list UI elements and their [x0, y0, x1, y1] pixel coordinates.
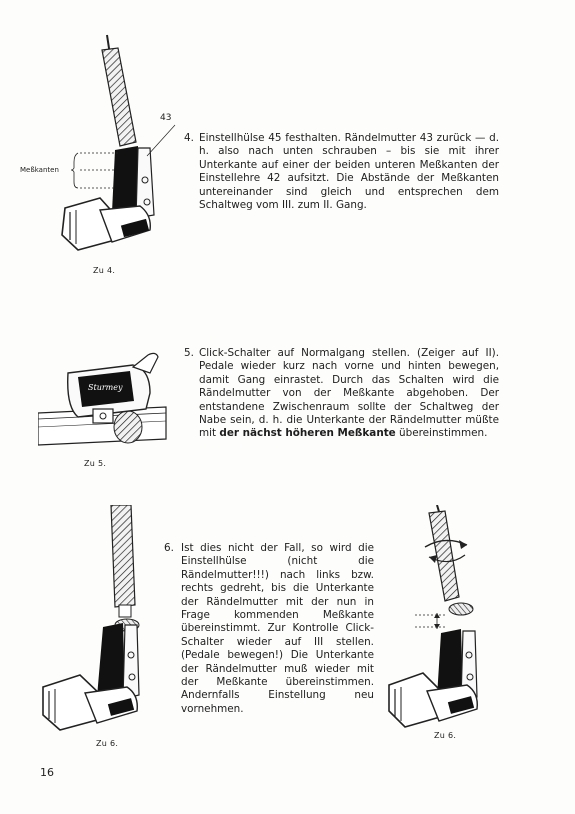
figure-6-right-hub-gauge	[385, 505, 505, 730]
caption-zu-6-left: Zu 6.	[96, 739, 119, 748]
section-5-bold: der nächst höheren Meßkante	[219, 427, 396, 440]
section-5-text-b: übereinstimmen.	[399, 427, 488, 440]
section-5-number: 5.	[184, 347, 194, 359]
figure-6-left-hub-gauge	[35, 505, 165, 735]
callout-43: 43	[160, 113, 172, 123]
label-messkanten: Meßkanten	[20, 166, 59, 174]
caption-zu-6-right: Zu 6.	[434, 731, 457, 740]
svg-text:Sturmey: Sturmey	[88, 383, 123, 392]
caption-zu-5: Zu 5.	[84, 459, 107, 468]
section-6-text: Ist dies nicht der Fall, so wird die Einstellhülse (nicht die Rändelmutter!!!) nach links bzw. rechts gedreht, bis die Unterkante der Rändelmutter mit der nun in Frage kommenden Meßkante übereinstimmt. Zur Kontrolle Click-Schalter wieder auf III stellen. (Pedale bewegen!) Die Unterkante der Rändelmutter muß wieder mit der Meßkante übereinstimmen. Andernfalls Einstellung neu vornehmen.	[181, 542, 374, 715]
section-4-text: Einstellhülse 45 festhalten. Rändelmutter 43 zurück — d. h. also nach unten schrauben – bis sie mit ihrer Unterkante auf einer der beiden unteren Meßkanten der Einstellehre 42 aufsitzt. Die Abstände der Meßkanten untereinander sind gleich und entsprechen dem Schaltweg vom III. zum II. Gang.	[199, 132, 499, 212]
section-5-text-a: Click-Schalter auf Normalgang stellen. (Zeiger auf II). Pedale wieder kurz nach vorne und hinten bewegen, damit Gang einrastet. Durch das Schalten wird die Rändelmutter von der Meßkante abgehoben. Der entstandene Zwischenraum sollte der Schaltweg der Nabe sein, d. h. die Unterkante der Rändelmutter müßte mit	[199, 347, 499, 440]
section-5-text	[199, 347, 499, 441]
page-number: 16	[40, 766, 54, 779]
section-4-number: 4.	[184, 132, 194, 144]
section-6-number: 6.	[164, 542, 174, 554]
caption-zu-4: Zu 4.	[93, 266, 116, 275]
figure-4-hub-gauge	[40, 30, 200, 260]
figure-5-click-shifter	[38, 345, 168, 455]
